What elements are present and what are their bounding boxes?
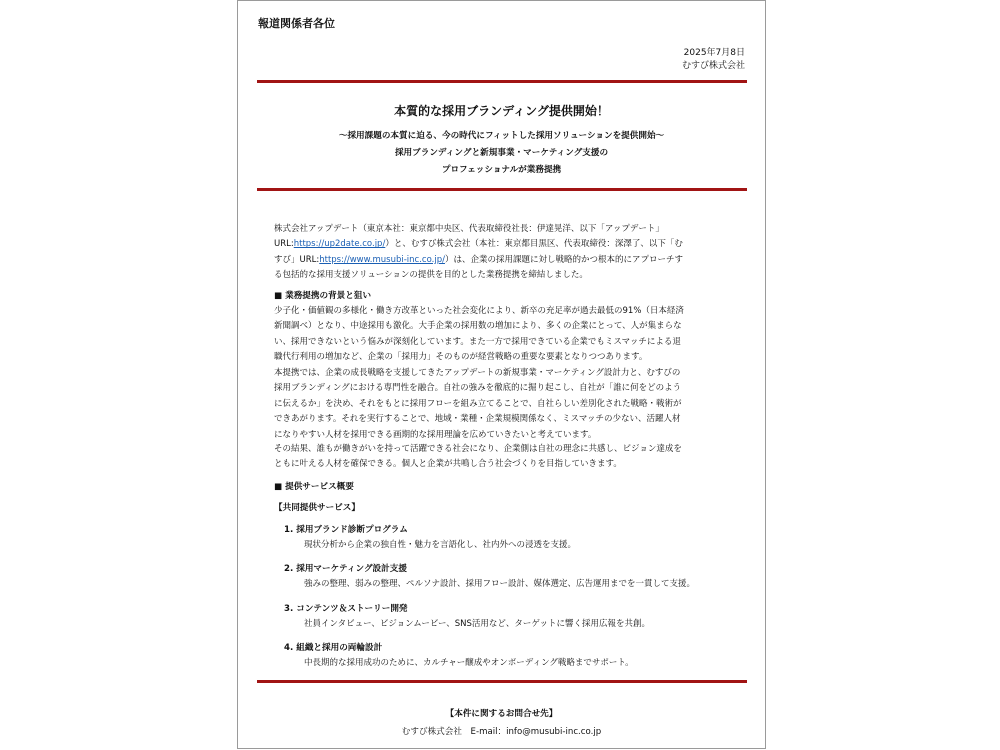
paragraph-line: になりやすい人材を採用できる画期的な採用理論を広めていきたいと考えています。 (274, 429, 597, 440)
paragraph-line: 少子化・価値観の多様化・働き方改革といった社会変化により、新卒の充足率が過去最低の91%（日本経済 (274, 306, 684, 316)
service-description: 強みの整理、弱みの整理、ペルソナ設計、採用フロー設計、媒体選定、広告運用までを一貫して支援。 (304, 579, 696, 589)
intro-line: る包括的な採用支援ソリューションの提供を目的とした業務提携を締結しました。 (274, 270, 588, 281)
intro-text: ）は、企業の採用課題に対し戦略的かつ根本的にアプローチす (444, 254, 683, 265)
contact-heading: 【本件に関するお問合せ先】 (445, 709, 558, 719)
release-title: 本質的な採用ブランディング提供開始！ (394, 104, 609, 118)
divider-middle (257, 188, 747, 191)
intro-line (274, 237, 730, 252)
paragraph-line: 本提携では、企業の成長戦略を支援してきたアップデートの新規事業・マーケティング設計力と、むすびの (274, 368, 681, 378)
section-heading-services: ■ 提供サービス概要 (274, 482, 354, 492)
joint-services-label: 【共同提供サービス】 (274, 503, 360, 513)
service-title: 1. 採用ブランド診断プログラム (284, 525, 408, 535)
addressee: 報道関係者各位 (258, 17, 335, 30)
paragraph-line: に伝えるか」を決め、それをもとに採用フローを組み立てることで、自社らしい差別化された戦略・戦術が (274, 398, 682, 409)
divider-top (257, 80, 747, 83)
service-description: 現状分析から企業の独自性・魅力を言語化し、社内外への浸透を支援。 (304, 540, 577, 550)
paragraph-line: い、採用できないという悩みが深刻化しています。また一方で採用できている企業でもミスマッチによる退 (274, 336, 681, 347)
subtitle-line: プロフェッショナルが業務提携 (441, 165, 562, 175)
contact-line: むすび株式会社 E-mail：info@musubi-inc.co.jp (401, 727, 602, 737)
service-title: 4. 組織と採用の両輪設計 (284, 643, 383, 653)
url-label: URL: (274, 239, 294, 250)
update-link[interactable]: https://up2date.co.jp/ (293, 239, 386, 250)
intro-paragraph (274, 222, 730, 284)
background-paragraph (274, 304, 730, 366)
outcome-paragraph (274, 442, 730, 473)
divider-bottom (257, 680, 747, 683)
subtitle-line: 採用ブランディングと新規事業・マーケティング支援の (394, 148, 609, 158)
subtitle-line: 〜採用課題の本質に迫る、今の時代にフィットした採用ソリューションを提供開始〜 (338, 131, 665, 141)
musubi-link[interactable]: https://www.musubi-inc.co.jp/ (319, 254, 445, 265)
release-date: 2025年7月8日 (683, 48, 745, 58)
paragraph-line: 職代行利用の増加など、企業の「採用力」そのものが経営戦略の重要な要素となりつつあります。 (274, 352, 648, 363)
paragraph-line: その結果、誰もが働きがいを持って活躍できる社会になり、企業側は自社の理念に共感し、ビジョン達成を (274, 444, 682, 454)
paragraph-line: 採用ブランディングにおける専門性を融合。自社の強みを徹底的に掘り起こし、自社が「誰に何をどのよう (274, 383, 682, 394)
paragraph-line: できあがります。それを実行することで、地域・業種・企業規模関係なく、ミスマッチの少ない、活躍人材 (274, 414, 681, 425)
issuer-company: むすび株式会社 (681, 61, 745, 71)
intro-line: 株式会社アップデート（東京本社：東京都中央区、代表取締役社長：伊達晃洋、以下「アップデート」 (274, 224, 664, 234)
press-release-page (237, 0, 766, 749)
intro-line (274, 253, 730, 268)
intro-text: ）と、むすび株式会社（本社：東京都目黒区、代表取締役：深澤了、以下「む (385, 239, 683, 250)
url-label: すび」URL: (274, 254, 320, 265)
service-title: 3. コンテンツ＆ストーリー開発 (284, 604, 408, 614)
service-description: 社員インタビュー、ビジョンムービー、SNS活用など、ターゲットに響く採用広報を共創。 (304, 619, 651, 629)
section-heading-background: ■ 業務提携の背景と狙い (274, 291, 372, 301)
paragraph-line: 新聞調べ）となり、中途採用も激化。大手企業の採用数の増加により、多くの企業にとって、人が集まらな (274, 321, 682, 332)
service-description: 中長期的な採用成功のために、カルチャー醸成やオンボーディング戦略までサポート。 (304, 658, 634, 668)
paragraph-line: ともに叶える人材を確保できる。個人と企業が共鳴し合う社会づくりを目指していきます。 (274, 459, 622, 470)
partnership-paragraph (274, 366, 730, 443)
service-title: 2. 採用マーケティング設計支援 (284, 564, 407, 574)
